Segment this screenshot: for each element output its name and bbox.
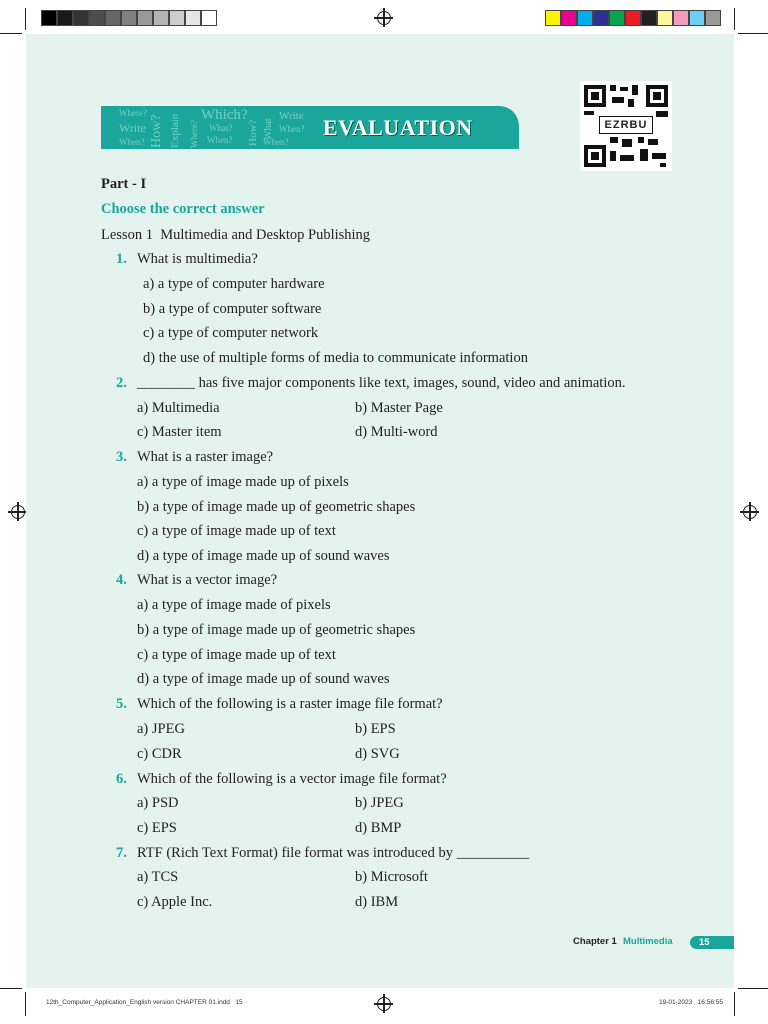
crop-mark: [25, 8, 26, 30]
qr-code-label: EZRBU: [599, 116, 653, 134]
option: d) SVG: [355, 746, 400, 762]
question-text: Which of the following is a raster image file format?: [137, 696, 443, 712]
lesson-heading: Lesson 1 Multimedia and Desktop Publishing: [101, 227, 371, 243]
question-text: What is a vector image?: [137, 572, 278, 588]
banner-word: Where?: [119, 108, 147, 118]
option: b) a type of image made up of geometric shapes: [137, 499, 416, 515]
crop-mark: [738, 33, 768, 34]
section-heading: Choose the correct answer: [101, 201, 265, 217]
process-color-bar: [545, 10, 721, 26]
question-number: 4.: [116, 572, 127, 588]
option: d) a type of image made up of sound waves: [137, 671, 390, 687]
banner-word: When?: [207, 135, 233, 145]
option: b) Master Page: [355, 400, 443, 416]
option: a) Multimedia: [137, 400, 220, 416]
option: d) Multi-word: [355, 424, 438, 440]
option: a) a type of image made of pixels: [137, 597, 331, 613]
option: b) a type of image made up of geometric shapes: [137, 622, 416, 638]
option: c) Apple Inc.: [137, 894, 213, 910]
banner-word: Where?: [189, 120, 199, 148]
question-text: What is a raster image?: [137, 449, 274, 465]
option: d) IBM: [355, 894, 399, 910]
crop-mark: [738, 988, 768, 989]
option: b) EPS: [355, 721, 396, 737]
option: a) JPEG: [137, 721, 185, 737]
option: c) a type of image made up of text: [137, 523, 336, 539]
question-number: 6.: [116, 771, 127, 787]
crop-mark: [734, 8, 735, 30]
crop-mark: [0, 988, 22, 989]
option: c) EPS: [137, 820, 177, 836]
evaluation-title: EVALUATION: [323, 115, 473, 140]
option: d) BMP: [355, 820, 402, 836]
question-number: 1.: [116, 251, 127, 267]
option: c) CDR: [137, 746, 182, 762]
grayscale-color-bar: [41, 10, 217, 26]
registration-mark-icon: [11, 505, 25, 519]
question-number: 2.: [116, 375, 127, 391]
option: c) a type of computer network: [143, 325, 319, 341]
question-text: ________ has five major components like text, images, sound, video and animation.: [137, 375, 626, 391]
question-number: 7.: [116, 845, 127, 861]
banner-word: Which?: [201, 107, 248, 123]
print-slug-date: 19-01-2023 16:56:55: [659, 999, 723, 1006]
option: a) TCS: [137, 869, 179, 885]
option: b) JPEG: [355, 795, 404, 811]
print-slug-filename: 12th_Computer_Application_English version CHAPTER 01.indd 15: [46, 999, 243, 1006]
option: d) a type of image made up of sound waves: [137, 548, 390, 564]
banner-word: How?: [149, 114, 164, 148]
banner-word: Explain: [169, 113, 181, 148]
banner-word: Write: [119, 121, 146, 135]
footer-chapter: Chapter 1: [573, 936, 617, 947]
part-heading: Part - I: [101, 176, 147, 192]
banner-word: How?: [247, 119, 259, 146]
footer-chapter-name: Multimedia: [623, 936, 673, 947]
option: c) a type of image made up of text: [137, 647, 336, 663]
option: a) PSD: [137, 795, 179, 811]
question-number: 3.: [116, 449, 127, 465]
page-number: 15: [690, 936, 734, 949]
option: d) the use of multiple forms of media to communicate information: [143, 350, 528, 366]
banner-word: When?: [263, 137, 289, 147]
option: c) Master item: [137, 424, 222, 440]
crop-mark: [734, 992, 735, 1016]
option: a) a type of image made up of pixels: [137, 474, 349, 490]
banner-word: When?: [279, 124, 305, 134]
registration-mark-icon: [377, 997, 391, 1011]
evaluation-banner: [101, 106, 519, 149]
option: a) a type of computer hardware: [143, 276, 325, 292]
banner-word: What?: [209, 123, 233, 133]
option: b) a type of computer software: [143, 301, 322, 317]
registration-mark-icon: [377, 11, 391, 25]
crop-mark: [25, 992, 26, 1016]
question-number: 5.: [116, 696, 127, 712]
option: b) Microsoft: [355, 869, 428, 885]
qr-code[interactable]: [580, 81, 672, 171]
banner-word: What: [263, 118, 274, 140]
question-text: Which of the following is a vector image file format?: [137, 771, 447, 787]
crop-mark: [0, 33, 22, 34]
question-text: What is multimedia?: [137, 251, 258, 267]
banner-word: Write: [279, 110, 304, 122]
banner-word: When?: [119, 137, 145, 147]
registration-mark-icon: [743, 505, 757, 519]
question-text: RTF (Rich Text Format) file format was introduced by __________: [137, 845, 530, 861]
